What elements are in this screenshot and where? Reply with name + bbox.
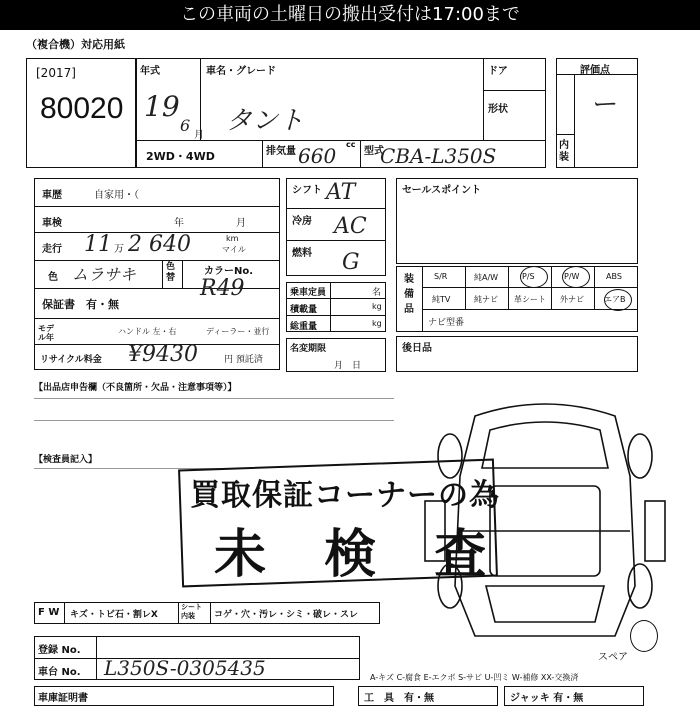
kizu-label: キズ・トビ石・割レX — [70, 610, 158, 620]
equip-navi: 純ナビ — [474, 295, 498, 304]
hoshosho-label: 保証書 有・無 — [42, 298, 119, 311]
sales-label: セールスポイント — [402, 185, 482, 196]
naiso-label: 内装 — [559, 140, 569, 163]
handle-label: ハンドル 左・右 — [118, 327, 177, 336]
dealer-label: ディーラー・並行 — [206, 327, 270, 336]
km-label: km — [226, 234, 239, 243]
hw-shift: AT — [326, 180, 356, 205]
kojitsu-label: 後日品 — [402, 343, 432, 354]
hw-car-name: タント — [226, 106, 305, 136]
mile-label: マイル — [222, 245, 246, 254]
saturday-pickup-banner: この車両の土曜日の搬出受付は17:00まで — [0, 0, 700, 30]
shamei-label: 車名・グレード — [206, 66, 276, 77]
equip-ext-navi: 外ナビ — [560, 295, 584, 304]
hyoka-label: 評価点 — [580, 65, 610, 76]
hw-recycle: ¥9430 — [128, 342, 198, 367]
kg-label-2: kg — [372, 319, 382, 328]
nenshiki-label: 年式 — [140, 66, 160, 77]
jack-label: ジャッキ 有・無 — [510, 693, 584, 704]
equip-tv: 純TV — [432, 295, 451, 304]
seat-label: シート内装 — [181, 603, 202, 620]
hw-displacement: 660 — [298, 144, 337, 168]
shift-label: シフト — [292, 185, 322, 196]
kogu-label: 工 具 有・無 — [364, 693, 434, 704]
kensa-label: 【検査員記入】 — [34, 455, 98, 465]
hw-year: 19 — [144, 90, 180, 123]
jikayo-label: 自家用・（ — [94, 190, 139, 201]
navi-label: ナビ型番 — [428, 318, 465, 328]
equip-ps: P/S — [522, 272, 535, 281]
meigi-date: 月 日 — [334, 361, 362, 371]
equip-leather: 革シート — [514, 295, 546, 304]
wd-label: 2WD・4WD — [146, 150, 215, 163]
door-label: ドア — [488, 66, 508, 77]
shuppin-label: 【出品店申告欄（不良箇所・欠品・注意事項等）】 — [34, 383, 237, 393]
spare-tire — [630, 620, 658, 652]
shadai-label: 車台 No. — [38, 667, 81, 678]
keijo-label: 形状 — [488, 104, 508, 115]
koge-label: コゲ・穴・汚レ・シミ・破レ・スレ — [214, 610, 359, 620]
nenryo-label: 燃料 — [292, 248, 312, 259]
month-label: 月 — [194, 130, 204, 141]
form-note: （複合機）対応用紙 — [26, 38, 125, 51]
shaken-year: 年 — [174, 218, 184, 229]
shareki-label: 車歴 — [42, 190, 62, 201]
irokae-label: 色替 — [166, 262, 176, 283]
model-year-label: モデル年 — [38, 324, 54, 342]
hw-month: 6 — [180, 116, 191, 135]
equip-aw: 純A/W — [474, 273, 499, 282]
hw-color-no: R49 — [200, 276, 245, 301]
year-code: [2017] — [36, 66, 76, 80]
recycle-label: リサイクル料金 — [40, 355, 102, 365]
soko-label: 走行 — [42, 244, 62, 255]
equip-sr: S/R — [434, 272, 448, 281]
sekisai-label: 積載量 — [290, 305, 318, 315]
toroku-label: 登録 No. — [38, 645, 81, 656]
hw-model-code: CBA-L350S — [380, 144, 497, 168]
yen-label: 円 預託済 — [224, 355, 263, 365]
sobi-label: 装備品 — [404, 274, 414, 315]
hw-color: ムラサキ — [72, 265, 137, 284]
stamp-line2: 未 検 査 — [214, 525, 507, 585]
color-no-label: カラーNo. — [204, 266, 254, 277]
mei-label: 名 — [372, 288, 382, 298]
katashiki-label: 型式 — [364, 146, 384, 157]
fw-label: F W — [38, 607, 60, 618]
hw-chassis: L350S-0305435 — [104, 656, 266, 680]
equip-airbag: エアB — [604, 295, 626, 304]
ps-circle — [520, 266, 548, 288]
iro-label: 色 — [48, 272, 58, 283]
kojitsu-box — [396, 336, 638, 372]
man-label: 万 — [114, 244, 124, 255]
lot-number: 80020 — [40, 92, 124, 125]
kyoshomei-label: 車庫証明書 — [38, 693, 88, 704]
airbag-circle — [604, 289, 632, 311]
meigi-label: 名変期限 — [290, 344, 327, 354]
stamp-line1: 買取保証コーナーの為 — [190, 478, 500, 513]
haiki-label: 排気量 — [266, 146, 296, 157]
cc-label: cc — [346, 140, 356, 149]
hw-mileage-rest: 2 640 — [128, 232, 191, 257]
hw-ac: AC — [334, 214, 367, 239]
soju-label: 総重量 — [290, 322, 318, 332]
equip-pw: P/W — [564, 272, 580, 281]
hw-score: ー — [590, 90, 617, 120]
damage-legend: A-キズ C-腐食 E-エクボ S-サビ U-凹ミ W-補修 XX-交換済 — [370, 673, 579, 682]
spare-label: スペア — [598, 652, 628, 663]
hw-fuel: G — [342, 250, 360, 275]
hw-mileage-man: 11 — [84, 232, 112, 257]
equip-abs: ABS — [606, 272, 622, 281]
shaken-month: 月 — [236, 218, 246, 229]
teiin-label: 乗車定員 — [290, 288, 327, 298]
shaken-label: 車検 — [42, 218, 62, 229]
reibo-label: 冷房 — [292, 216, 312, 227]
kg-label-1: kg — [372, 302, 382, 311]
pw-circle — [562, 266, 590, 288]
